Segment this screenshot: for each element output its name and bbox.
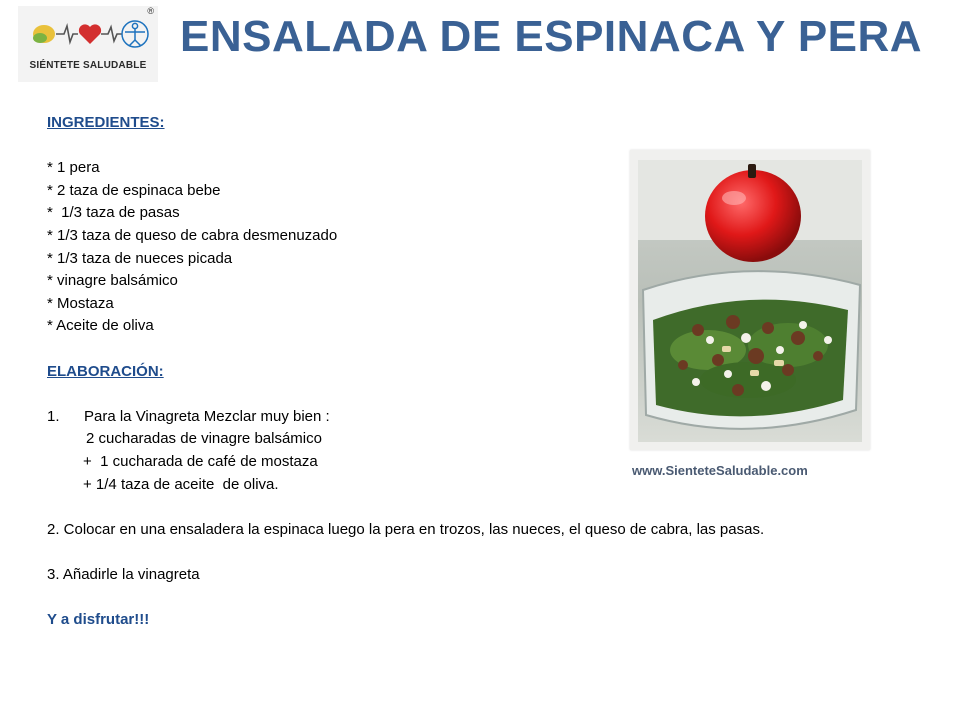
pulse-line-icon	[56, 26, 78, 42]
website-link[interactable]: www.SienteteSaludable.com	[632, 463, 808, 478]
step-3: 3. Añadirle la vinagreta	[47, 565, 200, 583]
health-icons	[30, 16, 150, 52]
step-2: 2. Colocar en una ensaladera la espinaca luego la pera en trozos, las nueces, el queso de cabra, las pasas.	[47, 520, 765, 538]
brand-logo	[18, 6, 158, 82]
step-1	[47, 406, 607, 429]
page-title: ENSALADA DE ESPINACA Y PERA	[180, 12, 923, 61]
ingredient-item: * Mostaza	[47, 294, 114, 312]
salad-photo	[638, 160, 862, 442]
vitruvian-man-icon	[122, 21, 148, 47]
ingredient-item: * 2 taza de espinaca bebe	[47, 181, 221, 199]
step-1-number: 1.	[47, 407, 60, 425]
heart-icon	[79, 24, 101, 44]
ingredient-item: * Aceite de oliva	[47, 317, 154, 335]
step-1-sub-item: + 1 cucharada de café de mostaza	[83, 452, 318, 470]
registered-mark: ®	[147, 6, 154, 16]
step-1-text: Para la Vinagreta Mezclar muy bien :	[84, 407, 330, 425]
step-1-sub-item: 2 cucharadas de vinagre balsámico	[86, 430, 322, 448]
ingredient-item: * 1 pera	[47, 159, 100, 177]
closing-text: Y a disfrutar!!!	[47, 611, 150, 629]
ingredients-list	[47, 157, 607, 338]
step-1-sub-item: + 1/4 taza de aceite de oliva.	[83, 475, 279, 493]
ingredient-item: * 1/3 taza de nueces picada	[47, 249, 233, 267]
ingredient-item: * 1/3 taza de pasas	[47, 204, 180, 222]
elaboration-heading: ELABORACIÓN:	[47, 362, 164, 380]
ingredients-heading: INGREDIENTES:	[47, 114, 165, 131]
salad-photo-frame	[630, 150, 870, 450]
ingredient-item: * vinagre balsámico	[47, 272, 178, 290]
ingredient-item: * 1/3 taza de queso de cabra desmenuzado	[47, 226, 338, 244]
logo-text: SIÉNTETE SALUDABLE	[29, 60, 147, 71]
pulse-line-icon-2	[101, 27, 122, 41]
fruit-icon	[33, 25, 55, 43]
